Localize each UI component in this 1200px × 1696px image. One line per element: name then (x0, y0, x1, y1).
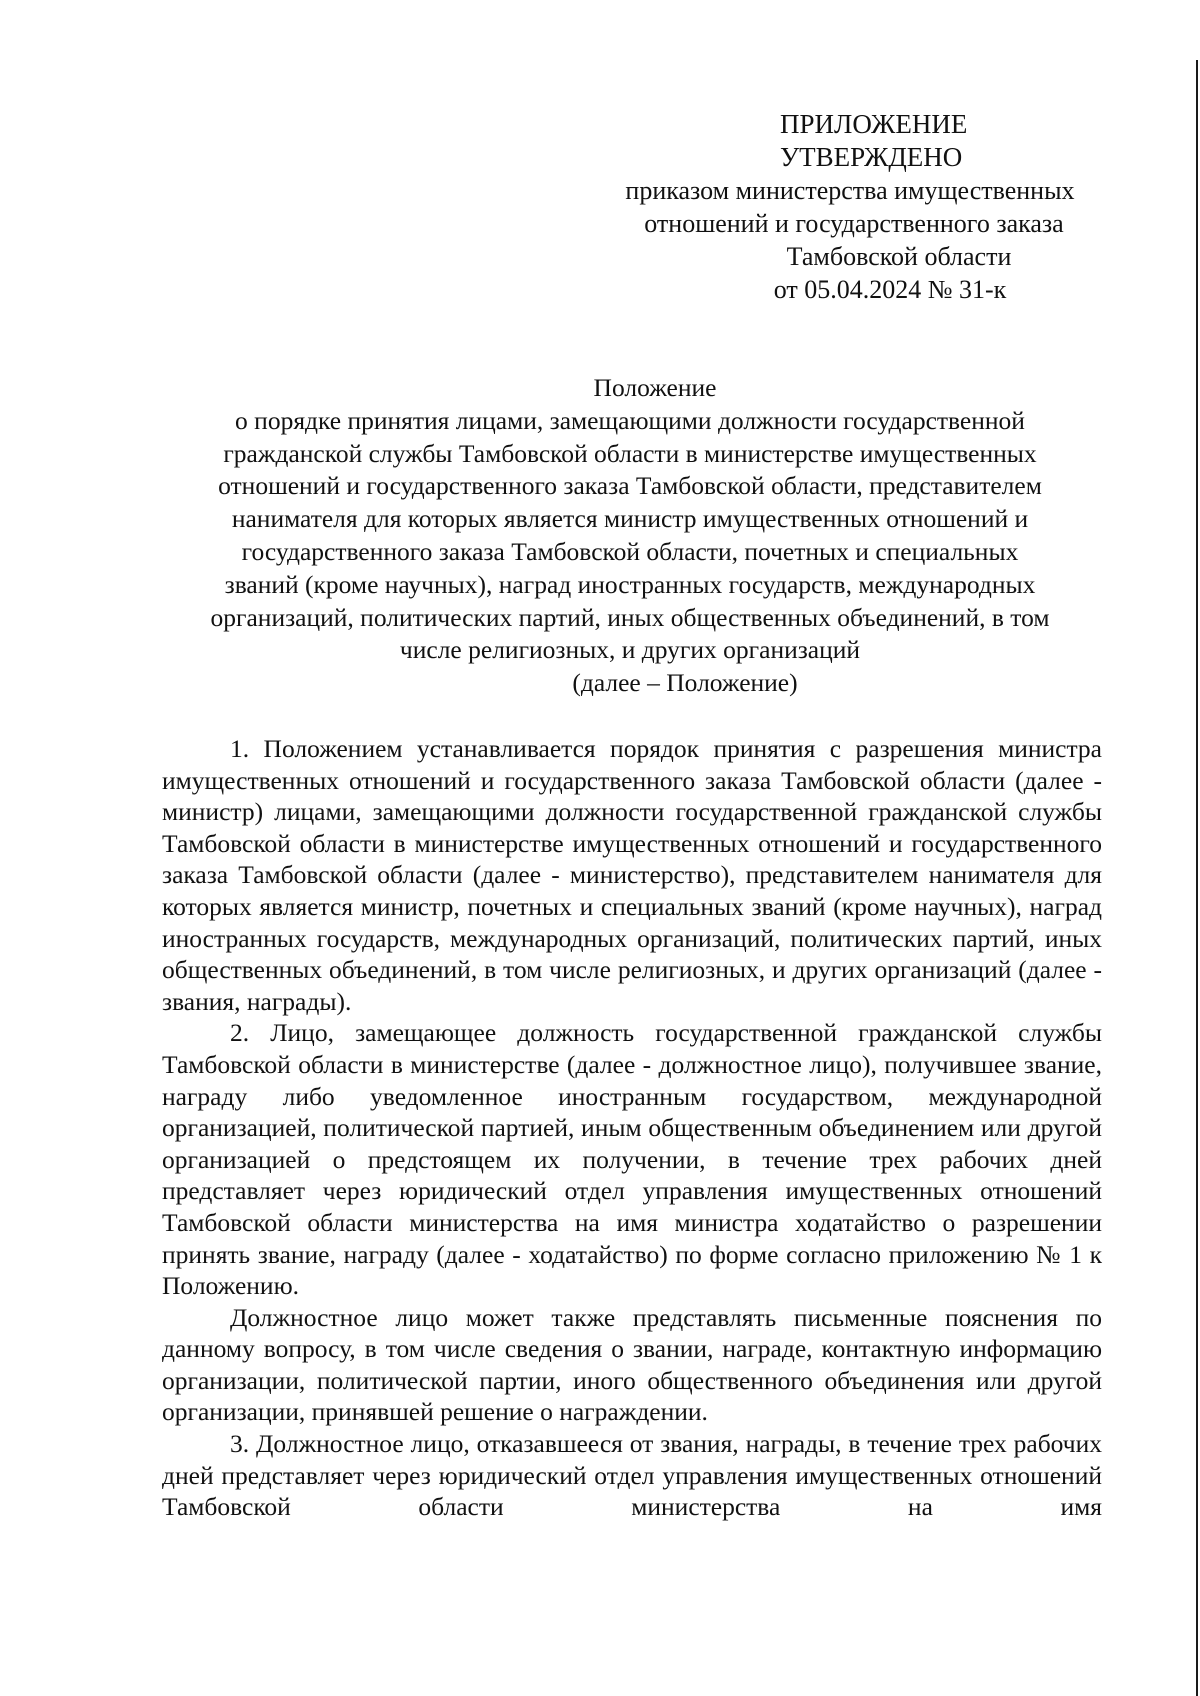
scan-edge-line (1196, 60, 1198, 1696)
document-heading: Положение (593, 373, 717, 402)
appendix-label: ПРИЛОЖЕНИЕ (780, 109, 968, 139)
paragraph-1: 1. Положением устанавливается порядок принятия с разрешения министра имущественных отношений и государственного заказа Тамбовской области (далее - министр) лицами, замещающими должности государственной гражданской службы Тамбовской области в министерстве имущественных отношений и государственного заказа Тамбовской области (далее - министерство), представителем нанимателя для которых является министр, почетных и специальных званий (кроме научных), наград иностранных государств, международных организаций, политических партий, иных общественных объединений, в том числе религиозных, и других организаций (далее - звания, награды). (162, 734, 1102, 1016)
title-line: о порядке принятия лицами, замещающими должности государственной (235, 405, 1025, 435)
paragraph-2: 2. Лицо, замещающее должность государственной гражданской службы Тамбовской области в министерстве (далее - должностное лицо), получившее звание, награду либо уведомленное иностранным государством, международной организацией, политической партией, иным общественным объединением или другой организацией о предстоящем их получении, в течение трех рабочих дней представляет через юридический отдел управления имущественных отношений Тамбовской области министерства на имя министра ходатайство о разрешении принять звание, награду (далее - ходатайство) по форме согласно приложению № 1 к Положению. (162, 1018, 1102, 1301)
title-line: отношений и государственного заказа Тамбовской области, представителем (218, 471, 1042, 501)
title-line: гражданской службы Тамбовской области в министерстве имущественных (223, 438, 1037, 468)
paragraph-3: 3. Должностное лицо, отказавшееся от звания, награды, в течение трех рабочих дней представляет через юридический отдел управления имущественных отношений Тамбовской области министерства на имя (162, 1429, 1102, 1522)
title-line: числе религиозных, и других организаций (399, 635, 861, 665)
document-title (150, 372, 1110, 700)
paragraph-2-continued: Должностное лицо может также представлять письменные пояснения по данному вопросу, в том числе сведения о звании, награде, контактную информацию организации, политической партии, иного общественного объединения или другой организации, принявшей решение о награждении. (162, 1302, 1102, 1427)
approval-line-3: Тамбовской области (786, 242, 1012, 271)
title-line: (далее – Положение) (572, 668, 798, 698)
document-body (162, 733, 1102, 1523)
approval-line-1: приказом министерства имущественных (625, 176, 1075, 205)
approval-line-2: отношений и государственного заказа (644, 209, 1064, 238)
title-line: государственного заказа Тамбовской области, почетных и специальных (241, 536, 1019, 566)
title-line: нанимателя для которых является министр имущественных отношений и (231, 504, 1029, 534)
title-line: званий (кроме научных), наград иностранных государств, международных (224, 569, 1036, 599)
approval-stamp-block (590, 108, 1110, 306)
title-line: организаций, политических партий, иных общественных объединений, в том (210, 602, 1050, 632)
approved-label: УТВЕРЖДЕНО (780, 142, 963, 172)
approval-line-4: от 05.04.2024 № 31-к (773, 275, 1007, 304)
